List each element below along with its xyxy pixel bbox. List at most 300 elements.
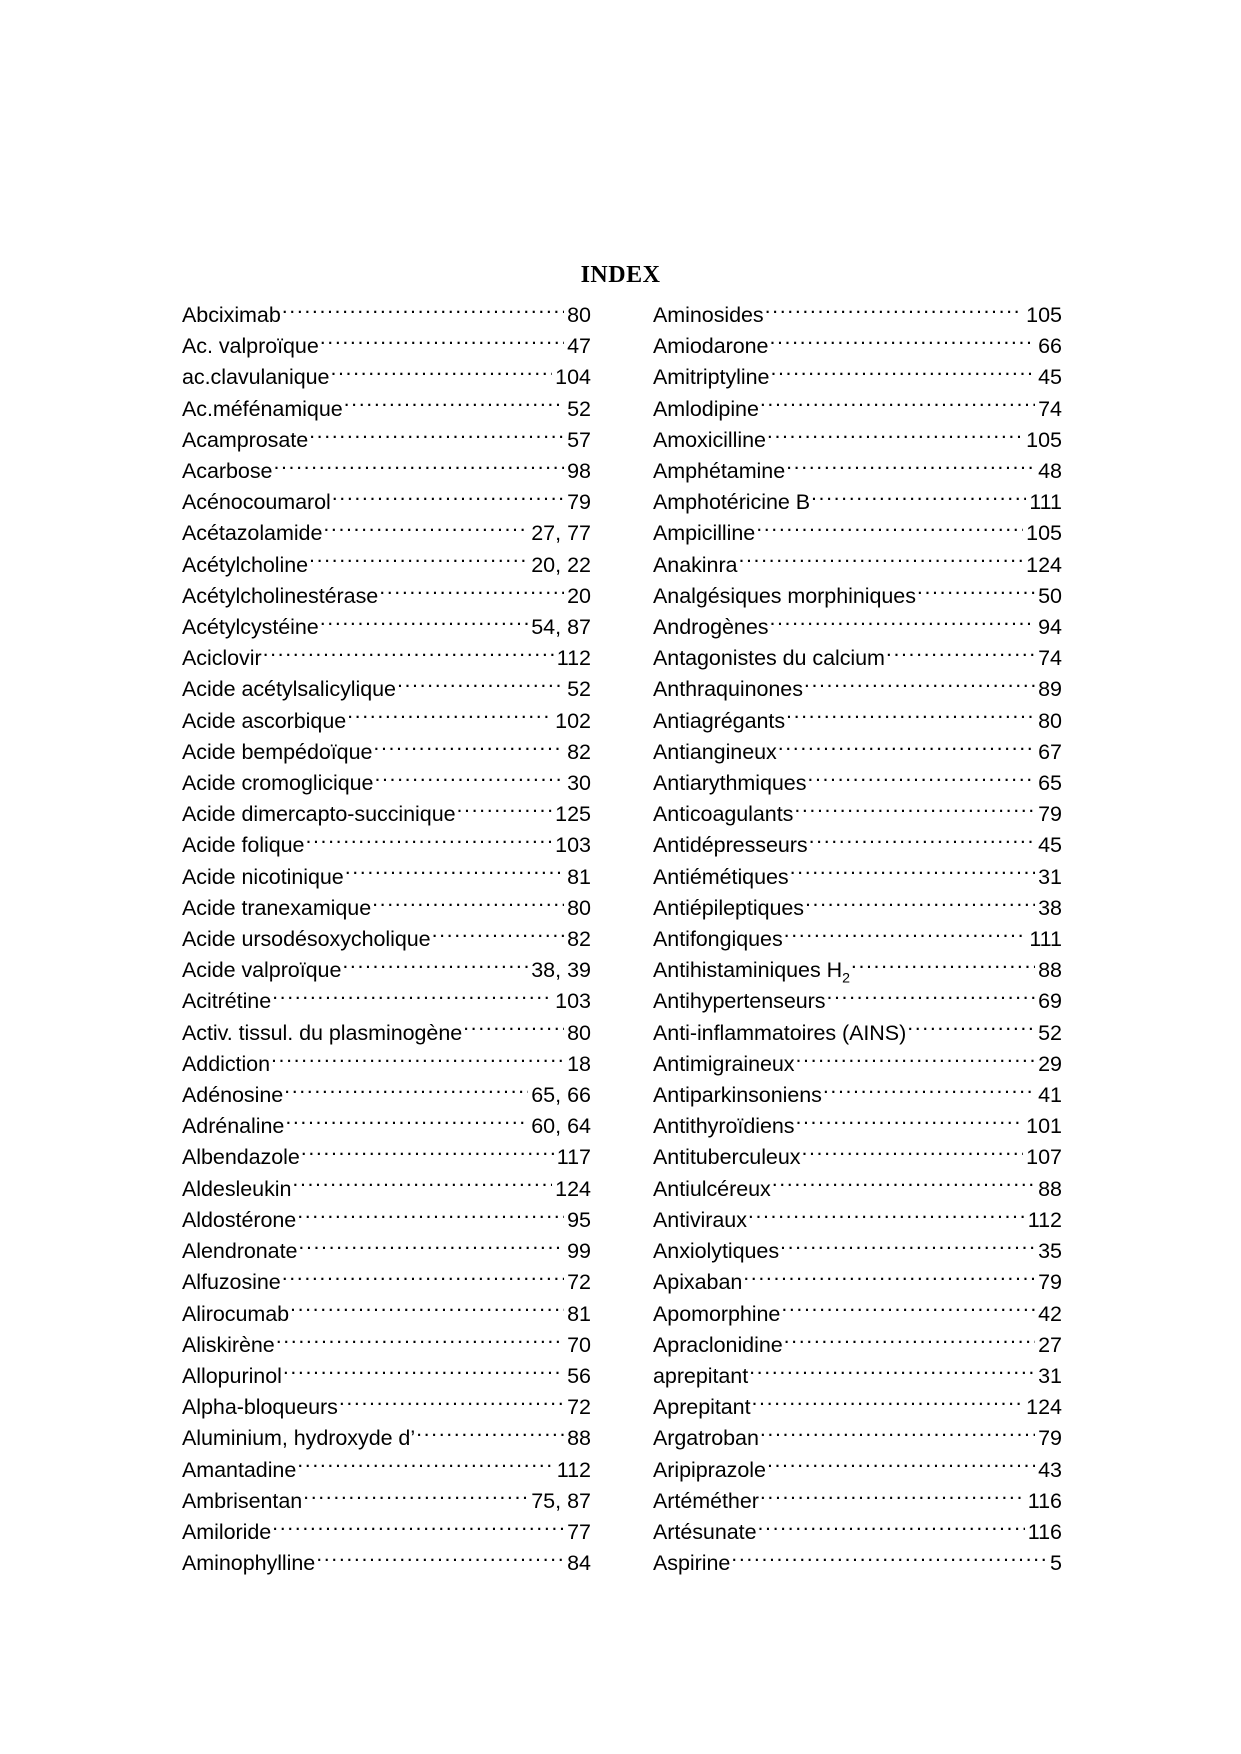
index-entry-pages: 66	[1038, 334, 1062, 359]
dot-leader	[379, 581, 564, 603]
index-entry-pages: 42	[1038, 1301, 1062, 1326]
dot-leader	[765, 301, 1023, 323]
index-entry-term: Adrénaline	[182, 1114, 285, 1139]
dot-leader	[276, 1330, 564, 1352]
index-entry[interactable]	[182, 331, 591, 362]
index-entry-term: Aldesleukin	[182, 1176, 292, 1201]
index-entry[interactable]	[653, 1049, 1062, 1080]
dot-leader	[320, 332, 564, 354]
index-entry-term: Amphotéricine B	[653, 490, 810, 515]
index-entry-term: Ampicilline	[653, 521, 756, 546]
index-entry-term: Anticoagulants	[653, 802, 794, 827]
index-entry-pages: 88	[1038, 958, 1062, 983]
index-entry-term: Acitrétine	[182, 989, 272, 1014]
dot-leader	[330, 363, 552, 385]
index-entry-pages: 99	[567, 1239, 591, 1264]
dot-leader	[374, 769, 564, 791]
index-entry[interactable]	[182, 300, 591, 331]
index-entry-term: Alfuzosine	[182, 1270, 281, 1295]
index-entry[interactable]	[653, 331, 1062, 362]
index-entry[interactable]	[182, 1330, 591, 1361]
index-entry-term: Alendronate	[182, 1239, 298, 1264]
index-entry-term: Aciclovir	[182, 646, 262, 671]
index-entry[interactable]	[653, 300, 1062, 331]
index-entry-pages: 48	[1038, 459, 1062, 484]
index-entry-term: Acétazolamide	[182, 521, 323, 546]
index-entry-term: Acide nicotinique	[182, 864, 344, 889]
index-entry[interactable]	[182, 518, 591, 549]
index-entry-pages: 88	[1038, 1176, 1062, 1201]
index-entry-term: Antihistaminiques $H_2$	[653, 958, 850, 987]
index-entry-term: Anxiolytiques	[653, 1239, 780, 1264]
index-entry[interactable]	[653, 1455, 1062, 1486]
dot-leader	[344, 394, 564, 416]
dot-leader	[760, 1424, 1035, 1446]
index-entry-term: Aliskirène	[182, 1332, 275, 1357]
dot-leader	[339, 1393, 564, 1415]
index-entry[interactable]	[653, 1080, 1062, 1111]
dot-leader	[781, 1299, 1035, 1321]
index-entry-term: Amlodipine	[653, 396, 759, 421]
dot-leader	[416, 1424, 564, 1446]
index-entry[interactable]	[182, 1236, 591, 1267]
index-entry[interactable]	[653, 1486, 1062, 1517]
index-entry-term: Apomorphine	[653, 1301, 781, 1326]
dot-leader	[823, 1081, 1035, 1103]
index-entry-pages: 29	[1038, 1051, 1062, 1076]
index-entry[interactable]	[182, 1111, 591, 1142]
index-column-left	[182, 300, 591, 1579]
index-entry-pages: 125	[555, 802, 591, 827]
index-entry-term: Anti-inflammatoires (AINS)	[653, 1020, 907, 1045]
index-entry[interactable]	[653, 362, 1062, 393]
index-entry[interactable]	[653, 893, 1062, 924]
dot-leader	[907, 1018, 1035, 1040]
index-entry-pages: 80	[567, 1020, 591, 1045]
index-entry[interactable]	[653, 1423, 1062, 1454]
dot-leader	[743, 1268, 1035, 1290]
index-entry-pages: 52	[1038, 1020, 1062, 1045]
index-entry[interactable]	[653, 394, 1062, 425]
index-entry-term: Antiulcéreux	[653, 1176, 771, 1201]
dot-leader	[786, 457, 1035, 479]
index-entry[interactable]	[653, 487, 1062, 518]
index-entry-term: Acénocoumarol	[182, 490, 331, 515]
dot-leader	[801, 1143, 1023, 1165]
index-entry-pages: 31	[1038, 1363, 1062, 1388]
index-entry-pages: 31	[1038, 864, 1062, 889]
index-entry[interactable]	[182, 425, 591, 456]
index-entry[interactable]	[182, 862, 591, 893]
index-entry-pages: 65	[1038, 771, 1062, 796]
index-entry[interactable]	[653, 581, 1062, 612]
index-entry-term: Antimigraineux	[653, 1051, 795, 1076]
index-entry[interactable]	[653, 425, 1062, 456]
dot-leader	[272, 1517, 564, 1539]
index-entry-pages: 84	[567, 1551, 591, 1576]
index-entry-term: Antithyroïdiens	[653, 1114, 795, 1139]
index-entry-term: Antiagrégants	[653, 708, 786, 733]
dot-leader	[297, 1205, 564, 1227]
index-entry-pages: 57	[567, 427, 591, 452]
index-entry-pages: 105	[1026, 427, 1062, 452]
index-entry[interactable]	[653, 1361, 1062, 1392]
dot-leader	[749, 1361, 1035, 1383]
index-entry-pages: 35	[1038, 1239, 1062, 1264]
index-entry-pages: 54, 87	[531, 615, 591, 640]
dot-leader	[790, 862, 1035, 884]
index-entry-pages: 50	[1038, 583, 1062, 608]
index-entry-pages: 111	[1029, 490, 1062, 515]
dot-leader	[811, 488, 1026, 510]
page-title: INDEX	[580, 262, 661, 288]
index-entry[interactable]	[653, 1267, 1062, 1298]
index-entry-term: Acétylcholine	[182, 552, 309, 577]
index-entry[interactable]	[182, 1049, 591, 1080]
index-entry-pages: 82	[567, 927, 591, 952]
index-entry-pages: 79	[1038, 1426, 1062, 1451]
index-entry[interactable]	[653, 612, 1062, 643]
index-entry[interactable]	[653, 1299, 1062, 1330]
index-entry-pages: 45	[1038, 833, 1062, 858]
dot-leader	[767, 425, 1023, 447]
dot-leader	[283, 1361, 564, 1383]
index-entry-pages: 103	[555, 989, 591, 1014]
dot-leader	[309, 425, 564, 447]
dot-leader	[332, 488, 564, 510]
dot-leader	[397, 675, 564, 697]
index-entry-term: aprepitant	[653, 1363, 749, 1388]
index-entry-pages: 20	[567, 583, 591, 608]
index-entry[interactable]	[653, 1142, 1062, 1173]
index-entry[interactable]	[653, 1111, 1062, 1142]
index-entry-term: Adénosine	[182, 1083, 284, 1108]
index-entry-pages: 79	[1038, 802, 1062, 827]
index-entry-term: ac.clavulanique	[182, 365, 330, 390]
index-entry[interactable]	[653, 1018, 1062, 1049]
index-entry-pages: 116	[1027, 1519, 1062, 1544]
index-entry[interactable]	[653, 674, 1062, 705]
index-entry-term: Antiangineux	[653, 739, 777, 764]
index-entry-term: Acide tranexamique	[182, 895, 372, 920]
index-entry-pages: 30	[567, 771, 591, 796]
index-entry[interactable]	[653, 955, 1062, 986]
index-entry-term: Acide cromoglicique	[182, 771, 374, 796]
dot-leader	[263, 644, 554, 666]
dot-leader	[272, 987, 552, 1009]
index-entry[interactable]	[653, 643, 1062, 674]
dot-leader	[271, 1049, 564, 1071]
index-entry-term: Amiloride	[182, 1519, 272, 1544]
dot-leader	[770, 363, 1035, 385]
index-entry[interactable]	[182, 487, 591, 518]
index-entry-pages: 79	[1038, 1270, 1062, 1295]
dot-leader	[917, 581, 1035, 603]
index-entry-term: Aminosides	[653, 303, 764, 327]
dot-leader	[305, 831, 552, 853]
index-entry[interactable]	[653, 1236, 1062, 1267]
index-entry[interactable]	[182, 924, 591, 955]
dot-leader	[796, 1049, 1036, 1071]
dot-leader	[756, 519, 1023, 541]
index-columns	[182, 300, 1062, 1579]
index-entry-pages: 56	[567, 1363, 591, 1388]
index-entry-term: Antiépileptiques	[653, 895, 805, 920]
dot-leader	[794, 800, 1035, 822]
index-entry-pages: 52	[567, 396, 591, 421]
index-entry-term: Artéméther	[653, 1488, 759, 1513]
index-entry-term: Albendazole	[182, 1145, 300, 1170]
index-entry[interactable]	[653, 737, 1062, 768]
index-entry-term: Allopurinol	[182, 1363, 282, 1388]
dot-leader	[298, 1237, 564, 1259]
index-entry-term: Argatroban	[653, 1426, 759, 1451]
index-entry[interactable]	[182, 1455, 591, 1486]
index-entry[interactable]	[182, 986, 591, 1017]
index-entry-pages: 27, 77	[531, 521, 591, 546]
index-entry-pages: 104	[555, 365, 591, 390]
index-entry-term: Anthraquinones	[653, 677, 803, 702]
index-entry-term: Artésunate	[653, 1519, 757, 1544]
index-entry-pages: 18	[567, 1051, 591, 1076]
index-entry-pages: 94	[1038, 615, 1062, 640]
index-entry[interactable]	[653, 924, 1062, 955]
dot-leader	[373, 737, 564, 759]
dot-leader	[795, 1112, 1023, 1134]
dot-leader	[807, 769, 1035, 791]
index-entry[interactable]	[182, 1205, 591, 1236]
index-entry[interactable]	[182, 394, 591, 425]
index-entry-pages: 107	[1026, 1145, 1062, 1170]
dot-leader	[463, 1018, 564, 1040]
index-entry[interactable]	[182, 1548, 591, 1579]
index-entry[interactable]	[653, 518, 1062, 549]
index-entry-term: Apraclonidine	[653, 1332, 783, 1357]
dot-leader	[757, 1517, 1024, 1539]
index-entry-term: Amiodarone	[653, 334, 769, 359]
index-entry-pages: 45	[1038, 365, 1062, 390]
index-entry[interactable]	[653, 1548, 1062, 1579]
index-entry[interactable]	[653, 550, 1062, 581]
dot-leader	[731, 1549, 1047, 1571]
dot-leader	[809, 831, 1035, 853]
index-entry[interactable]	[182, 612, 591, 643]
index-entry-term: Acide acétylsalicylique	[182, 677, 396, 702]
index-entry[interactable]	[182, 893, 591, 924]
dot-leader	[784, 925, 1027, 947]
index-entry-term: Acétylcystéine	[182, 615, 319, 640]
index-entry[interactable]	[182, 674, 591, 705]
dot-leader	[786, 706, 1035, 728]
index-entry[interactable]	[182, 768, 591, 799]
index-entry-term: Amoxicilline	[653, 427, 766, 452]
index-entry-term: Acide dimercapto-succinique	[182, 802, 456, 827]
index-entry-pages: 74	[1038, 396, 1062, 421]
index-entry-term: Aminophylline	[182, 1551, 316, 1576]
index-entry-pages: 117	[556, 1145, 591, 1170]
index-entry[interactable]	[182, 1299, 591, 1330]
index-entry[interactable]	[182, 456, 591, 487]
index-entry[interactable]	[182, 1018, 591, 1049]
index-entry-pages: 43	[1038, 1457, 1062, 1482]
index-entry-term: Aprepitant	[653, 1395, 751, 1420]
index-entry-pages: 105	[1026, 303, 1062, 327]
index-entry[interactable]	[182, 1486, 591, 1517]
index-entry-term: Aldostérone	[182, 1207, 297, 1232]
dot-leader	[457, 800, 553, 822]
index-entry-pages: 67	[1038, 739, 1062, 764]
index-entry-pages: 27	[1038, 1332, 1062, 1357]
index-entry[interactable]	[182, 706, 591, 737]
index-entry-term: Acide folique	[182, 833, 305, 858]
index-entry-term: Antiviraux	[653, 1207, 747, 1232]
index-entry-term: Apixaban	[653, 1270, 743, 1295]
index-entry[interactable]	[182, 737, 591, 768]
index-entry[interactable]	[182, 1142, 591, 1173]
index-entry[interactable]	[182, 362, 591, 393]
dot-leader	[282, 301, 564, 323]
dot-leader	[282, 1268, 564, 1290]
dot-leader	[290, 1299, 564, 1321]
dot-leader	[767, 1455, 1035, 1477]
index-entry[interactable]	[653, 706, 1062, 737]
index-entry-pages: 70	[567, 1332, 591, 1357]
dot-leader	[769, 613, 1035, 635]
index-entry-pages: 116	[1027, 1488, 1062, 1513]
index-entry[interactable]	[653, 456, 1062, 487]
dot-leader	[760, 394, 1035, 416]
dot-leader	[297, 1455, 553, 1477]
dot-leader	[805, 893, 1035, 915]
index-entry-pages: 101	[1026, 1114, 1062, 1139]
index-entry[interactable]	[182, 955, 591, 986]
index-entry-term: Amantadine	[182, 1457, 297, 1482]
dot-leader	[760, 1486, 1025, 1508]
index-entry[interactable]	[182, 1517, 591, 1548]
index-entry[interactable]	[653, 768, 1062, 799]
dot-leader	[826, 987, 1035, 1009]
dot-leader	[292, 1174, 552, 1196]
index-column-right	[653, 300, 1062, 1579]
index-entry-pages: 74	[1038, 646, 1062, 671]
dot-leader	[372, 893, 564, 915]
index-entry-pages: 124	[555, 1176, 591, 1201]
index-entry-pages: 89	[1038, 677, 1062, 702]
index-entry[interactable]	[653, 1517, 1062, 1548]
dot-leader	[851, 956, 1035, 978]
index-entry-pages: 98	[567, 459, 591, 484]
index-entry-term: Antifongiques	[653, 927, 783, 952]
dot-leader	[738, 550, 1023, 572]
index-entry[interactable]	[653, 862, 1062, 893]
index-entry-term: Abciximab	[182, 303, 281, 327]
dot-leader	[323, 519, 528, 541]
index-entry-pages: 69	[1038, 989, 1062, 1014]
index-entry-term: Ac. valproïque	[182, 334, 319, 359]
index-entry-pages: 81	[567, 1301, 591, 1326]
dot-leader	[886, 644, 1035, 666]
dot-leader	[316, 1549, 564, 1571]
index-entry[interactable]	[653, 986, 1062, 1017]
index-entry-term: Ambrisentan	[182, 1488, 303, 1513]
index-entry-term: Alirocumab	[182, 1301, 290, 1326]
index-entry-term: Aripiprazole	[653, 1457, 766, 1482]
dot-leader	[320, 613, 528, 635]
index-entry-term: Amphétamine	[653, 459, 786, 484]
index-entry[interactable]	[653, 1174, 1062, 1205]
index-entry-term: Aspirine	[653, 1551, 731, 1576]
index-entry-pages: 72	[567, 1270, 591, 1295]
index-entry-term: Ac.méfénamique	[182, 396, 343, 421]
index-entry-pages: 47	[567, 334, 591, 359]
index-entry[interactable]	[182, 1361, 591, 1392]
dot-leader	[748, 1205, 1025, 1227]
dot-leader	[284, 1081, 528, 1103]
index-entry-pages: 77	[567, 1519, 591, 1544]
index-entry-pages: 80	[1038, 708, 1062, 733]
index-entry[interactable]	[182, 799, 591, 830]
index-entry[interactable]	[182, 1423, 591, 1454]
index-entry[interactable]	[653, 1330, 1062, 1361]
index-entry-pages: 103	[555, 833, 591, 858]
index-entry-pages: 38, 39	[531, 958, 591, 983]
index-entry[interactable]	[653, 799, 1062, 830]
index-entry-pages: 38	[1038, 895, 1062, 920]
index-entry-pages: 124	[1026, 1395, 1062, 1420]
index-entry-term: Antiparkinsoniens	[653, 1083, 822, 1108]
index-entry[interactable]	[182, 1174, 591, 1205]
index-entry-pages: 80	[567, 303, 591, 327]
index-entry-term: Antagonistes du calcium	[653, 646, 885, 671]
index-entry[interactable]	[653, 830, 1062, 861]
index-entry-pages: 80	[567, 895, 591, 920]
index-entry-term: Acétylcholinestérase	[182, 583, 379, 608]
index-entry-pages: 112	[1027, 1207, 1062, 1232]
index-entry[interactable]	[182, 1080, 591, 1111]
index-entry-term: Acarbose	[182, 459, 273, 484]
dot-leader	[432, 925, 564, 947]
index-entry-pages: 102	[555, 708, 591, 733]
index-entry[interactable]	[653, 1205, 1062, 1236]
index-entry-term: Acide bempédoïque	[182, 739, 373, 764]
dot-leader	[347, 706, 552, 728]
index-entry[interactable]	[182, 1392, 591, 1423]
index-entry-pages: 60, 64	[531, 1114, 591, 1139]
index-entry-term: Acide ascorbique	[182, 708, 347, 733]
index-entry[interactable]	[182, 830, 591, 861]
dot-leader	[301, 1143, 554, 1165]
dot-leader	[804, 675, 1035, 697]
dot-leader	[780, 1237, 1035, 1259]
index-entry-term: Acamprosate	[182, 427, 309, 452]
dot-leader	[784, 1330, 1035, 1352]
index-entry[interactable]	[182, 643, 591, 674]
index-entry-pages: 5	[1050, 1551, 1062, 1576]
index-entry-pages: 52	[567, 677, 591, 702]
index-entry-term: Addiction	[182, 1051, 270, 1076]
index-entry[interactable]	[182, 581, 591, 612]
dot-leader	[273, 457, 564, 479]
dot-leader	[769, 332, 1035, 354]
index-entry[interactable]	[182, 550, 591, 581]
index-entry-pages: 105	[1026, 521, 1062, 546]
index-entry-term: Analgésiques morphiniques	[653, 583, 916, 608]
index-entry[interactable]	[182, 1267, 591, 1298]
index-entry[interactable]	[653, 1392, 1062, 1423]
index-entry-term-subscript: 2	[842, 970, 850, 987]
index-entry-term: Androgènes	[653, 615, 769, 640]
index-entry-term: Anakinra	[653, 552, 738, 577]
